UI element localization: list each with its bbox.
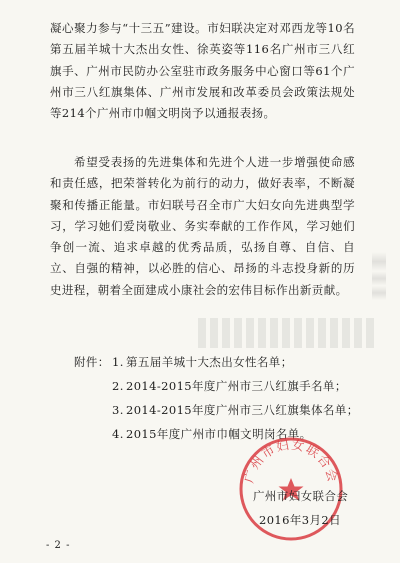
svg-text:广州市妇女联合会 — [241, 437, 341, 485]
attachment-item-2 — [112, 376, 347, 397]
attachment-text: 2015年度广州市巾帼文明岗名单。 — [126, 427, 312, 441]
attachment-item-3 — [112, 400, 359, 421]
attachment-number: 1. — [112, 355, 124, 369]
attachment-number: 4. — [112, 427, 124, 441]
attachment-text: 2014-2015年度广州市三八红旗手名单； — [126, 379, 347, 393]
body-paragraph-2: 希望受表扬的先进集体和先进个人进一步增强使命感和责任感，把荣誉转化为前行的动力，做好表率，不断凝聚和传播正能量。市妇联号召全市广大妇女向先进典型学习，学习她们爱岗敬业、务实奉献的工作作风，学习她们争创一流、追求卓越的优秀品质，弘扬自尊、自信、自立、自强的精神，以必胜的信心、昂扬的斗志投身新的历史进程，朝着全面建成小康社会的宏伟目标作出新贡献。 — [50, 155, 355, 297]
show-through-mark — [198, 318, 378, 348]
signing-organization: 广州市妇女联合会 — [253, 489, 349, 503]
signing-date: 2016年3月2日 — [259, 513, 341, 527]
attachments-label: 附件： — [74, 355, 110, 369]
attachment-text: 第五届羊城十大杰出女性名单； — [126, 355, 293, 369]
attachment-text: 2014-2015年度广州市三八红旗集体名单； — [126, 403, 359, 417]
page-number: - 2 - — [46, 540, 71, 551]
attachment-number: 3. — [112, 403, 124, 417]
body-paragraph-1: 凝心聚力参与“十三五”建设。市妇联决定对邓西龙等10名第五届羊城十大杰出女性、徐英姿等116名广州市三八红旗手、广州市民防办公室驻市政务服务中心窗口等61个广州市三八红旗集体、广州市发展和改革委员会政策法规处等214个广州市巾帼文明岗予以通报表扬。 — [50, 21, 355, 121]
seal-text: 广州市妇女联合会 — [240, 436, 342, 485]
show-through-mark — [372, 252, 386, 300]
attachment-number: 2. — [112, 379, 124, 393]
attachment-item-1 — [74, 352, 293, 373]
